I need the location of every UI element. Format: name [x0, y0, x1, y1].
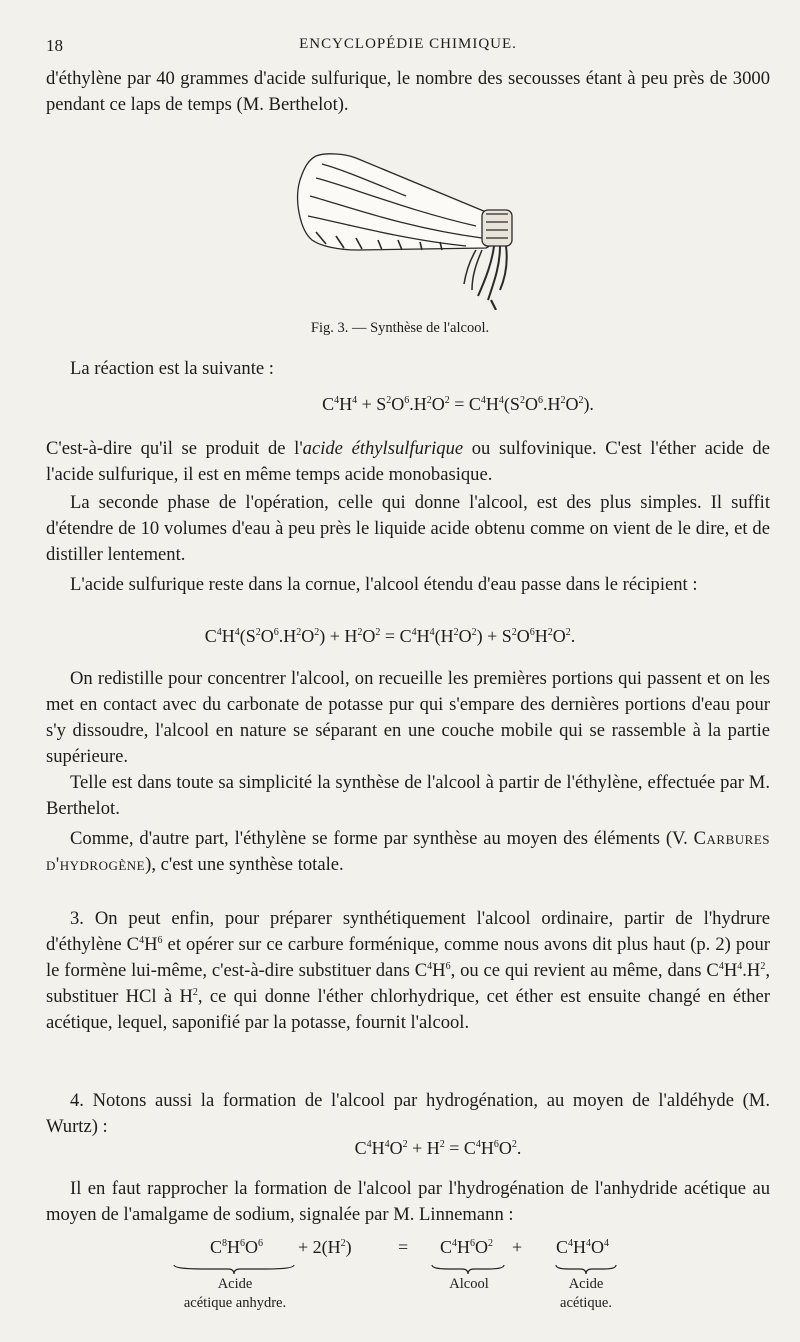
brace-alcohol — [430, 1263, 506, 1275]
paragraph-intro: d'éthylène par 40 grammes d'acide sulfurique, le nombre des secousses étant à peu près de 3000 pendant ce laps de temps (M. Berthelot). — [46, 68, 770, 115]
paragraph-linnemann: Il en faut rapprocher la formation de l'alcool par l'hydrogénation de l'anhydride acétique au moyen de l'amalgame de sodium, signalée par M. Linnemann : — [46, 1178, 770, 1225]
plus-sign: + — [512, 1237, 523, 1257]
label-alcohol: Alcool — [449, 1276, 489, 1292]
reaction-intro: La réaction est la suivante : — [70, 358, 274, 379]
paragraph-section-4: 4. Notons aussi la formation de l'alcool par hydrogénation, au moyen de l'aldéhyde (M. Wurtz) : — [46, 1090, 770, 1137]
paragraph-sulfuric-remains: L'acide sulfurique reste dans la cornue, l'alcool étendu d'eau passe dans le récipient : — [70, 574, 698, 595]
paragraph-ethylsulfuric: C'est-à-dire qu'il se produit de l'acide éthylsulfurique ou sulfovinique. C'est l'éther acide de l'acide sulfurique, il est en même temps acide monobasique. — [46, 438, 770, 485]
paragraph-section-3: 3. On peut enfin, pour préparer synthétiquement l'alcool ordinaire, partir de l'hydrure d'éthylène $C^4H^6$ et opérer sur ce carbure forménique, comme nous avons dit plus haut (p. 2) pour le formène lui-même, c'est-à-dire substituer dans $C^4H^6$, ou ce qui revient au même, dans $C^4H^4.H^2$, substituer HCl à $H^2$, ce qui donne l'éther chlorhydrique, cet éther est ensuite changé en éther acétique, lequel, saponifié par la potasse, fournit l'alcool. — [46, 908, 770, 1033]
term-anhydride: $C^8H^6O^6$ — [210, 1237, 264, 1257]
paragraph-second-phase: La seconde phase de l'opération, celle qui donne l'alcool, est des plus simples. Il suffit d'étendre de 10 volumes d'eau à peu près le liquide acide obtenu comme on vient de le dire, et de distiller lentement. — [46, 492, 770, 565]
page-number: 18 — [46, 36, 63, 55]
brace-acetic-acid — [554, 1263, 618, 1275]
equals-sign: = — [398, 1237, 409, 1257]
equation-anhydride — [0, 1237, 800, 1317]
term-alcohol: $C^4H^6O^2$ — [440, 1237, 494, 1257]
figure-caption: Fig. 3. — Synthèse de l'alcool. — [310, 320, 490, 336]
term-hydrogen: + $2(H^2)$ — [298, 1237, 352, 1257]
label-anhydride: Acide acétique anhydre. — [183, 1276, 287, 1311]
equation-ethylsulfuric: $C^4H^4 + S^2O^6.H^2O^2 = C^4H^4(S^2O^6.H^2O^2)$. — [322, 394, 594, 414]
label-acetic-acid: Acide acétique. — [560, 1276, 612, 1311]
running-title: ENCYCLOPÉDIE CHIMIQUE. — [299, 36, 517, 52]
paragraph-redistill: On redistille pour concentrer l'alcool, on recueille les premières portions qui passent et on les met en contact avec du carbonate de potasse pur qui s'empare des dernières portions d'eau pour s'y dissoudre, l'alcool en nature se séparant en une couche mobile qui se rassemble à la partie supérieure. — [46, 668, 770, 767]
flask-shaking-illustration — [286, 150, 526, 310]
term-acetic-acid: $C^4H^4O^4$ — [556, 1237, 610, 1257]
equation-aldehyde: $C^4H^4O^2 + H^2 = C^4H^6O^2$. — [354, 1138, 522, 1158]
page-header — [46, 36, 770, 58]
paragraph-simplicity: Telle est dans toute sa simplicité la synthèse de l'alcool à partir de l'éthylène, effectuée par M. Berthelot. — [46, 772, 770, 819]
equation-hydrolysis: $C^4H^4(S^2O^6.H^2O^2) + H^2O^2 = C^4H^4(H^2O^2) + S^2O^6H^2O^2$. — [204, 626, 576, 646]
paragraph-total-synthesis: Comme, d'autre part, l'éthylène se forme par synthèse au moyen des éléments (V. Carbures d'hydrogène), c'est une synthèse totale. — [46, 828, 770, 875]
brace-anhydride — [172, 1263, 296, 1275]
